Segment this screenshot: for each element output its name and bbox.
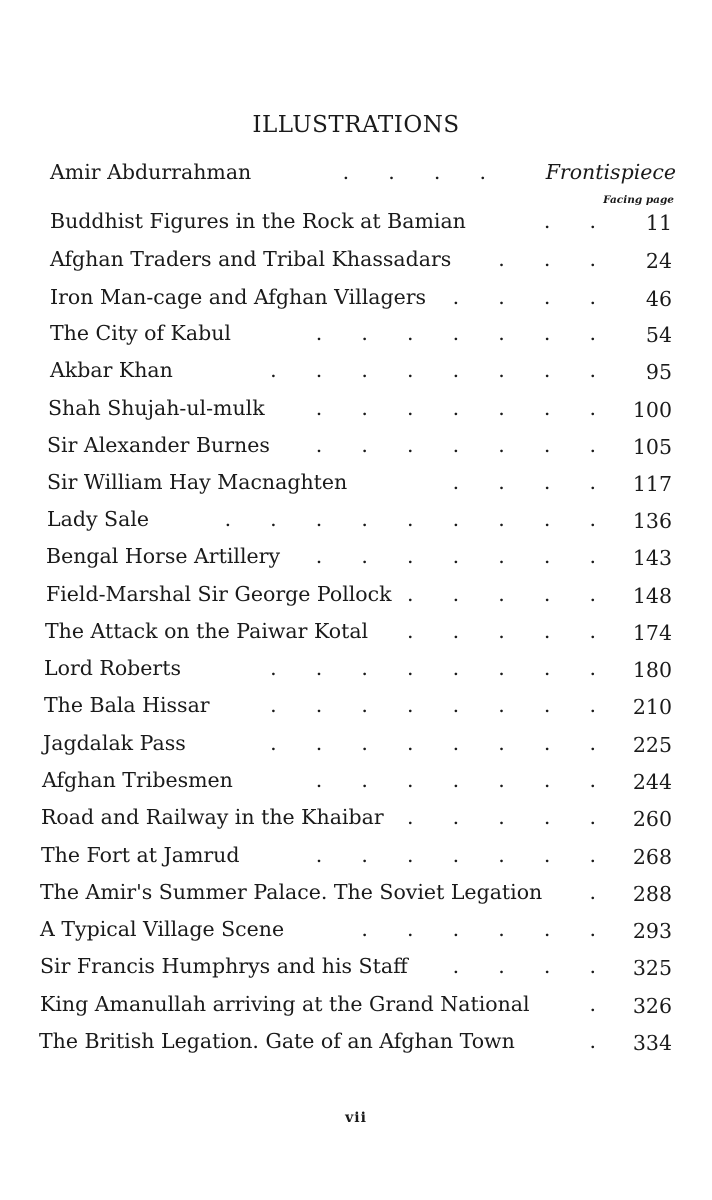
list-item	[50, 316, 676, 350]
page-number: 325	[632, 956, 672, 980]
illustration-title: Akbar Khan	[50, 358, 173, 382]
list-item	[47, 428, 676, 462]
illustration-title: Iron Man-cage and Afghan Villagers	[50, 285, 427, 309]
leader-dots: . .	[543, 209, 596, 233]
page-number: 95	[645, 360, 672, 384]
list-item	[50, 204, 676, 238]
list-item	[50, 242, 676, 276]
leader-dots: . . . . . . .	[315, 396, 596, 420]
leader-dots: . . . . . . . .	[270, 656, 596, 680]
list-item	[39, 1024, 676, 1058]
illustration-title: The British Legation. Gate of an Afghan Town	[39, 1029, 515, 1053]
page-number: 334	[632, 1031, 672, 1055]
leader-dots: . . .	[498, 247, 596, 271]
illustration-title: The Attack on the Paiwar Kotal	[45, 619, 369, 643]
illustration-title: The Amir's Summer Palace. The Soviet Legation	[40, 880, 543, 904]
illustration-title: Bengal Horse Artillery	[46, 544, 281, 568]
page-number: 11	[645, 211, 672, 235]
leader-dots: . . . . . . . .	[270, 693, 596, 717]
illustration-title: Afghan Traders and Tribal Khassadars	[50, 247, 452, 271]
leader-dots: . . . .	[452, 285, 596, 309]
page-number: 288	[632, 882, 672, 906]
illustration-title: Lord Roberts	[44, 656, 181, 680]
page-number: 105	[632, 435, 672, 459]
page-folio: vii	[345, 1110, 367, 1126]
leader-dots: . . . . . .	[361, 917, 596, 941]
illustration-title: Jagdalak Pass	[43, 731, 186, 755]
list-item	[48, 391, 676, 425]
leader-dots: . . . . .	[407, 582, 596, 606]
list-item	[44, 651, 676, 685]
page-number: 260	[632, 807, 672, 831]
page-number: 293	[632, 919, 672, 943]
leader-dots: .	[589, 1029, 596, 1053]
illustration-title: Road and Railway in the Khaibar	[41, 805, 384, 829]
list-item	[40, 949, 676, 983]
leader-dots: . . . .	[452, 954, 596, 978]
list-item	[40, 875, 676, 909]
facing-page-label: Facing page	[603, 194, 674, 206]
leader-dots: .	[589, 992, 596, 1016]
page-number: 136	[632, 509, 672, 533]
page-number: 244	[632, 770, 672, 794]
leader-dots: . . . . . . .	[315, 321, 596, 345]
list-item	[41, 838, 676, 872]
illustration-title: A Typical Village Scene	[40, 917, 285, 941]
leader-dots: . . . . .	[407, 619, 596, 643]
list-item	[47, 465, 676, 499]
illustration-title: The Bala Hissar	[44, 693, 210, 717]
list-item	[47, 502, 676, 536]
list-item	[46, 539, 676, 573]
leader-dots: . . . . . . . . .	[224, 507, 596, 531]
list-item	[44, 688, 676, 722]
list-item	[40, 987, 676, 1021]
leader-dots: . . . . . . .	[315, 843, 596, 867]
page-number: 174	[632, 621, 672, 645]
page-number: 326	[632, 994, 672, 1018]
illustration-title: Buddhist Figures in the Rock at Bamian	[50, 209, 466, 233]
illustration-title: The Fort at Jamrud	[41, 843, 240, 867]
page-number: 54	[645, 323, 672, 347]
illustration-title: Field-Marshal Sir George Pollock	[46, 582, 392, 606]
page-number: 117	[632, 472, 672, 496]
list-item	[50, 280, 676, 314]
leader-dots: . . . . .	[407, 805, 596, 829]
illustration-title: Sir Alexander Burnes	[47, 433, 270, 457]
list-item	[50, 353, 676, 387]
list-item	[41, 800, 676, 834]
list-item	[50, 155, 676, 189]
leader-dots: . . . .	[342, 160, 486, 184]
leader-dots: . . . . . . .	[315, 768, 596, 792]
page-number: 268	[632, 845, 672, 869]
list-item	[42, 763, 676, 797]
leader-dots: . . . . . . .	[315, 544, 596, 568]
illustration-title: Sir Francis Humphrys and his Staff	[40, 954, 408, 978]
leader-dots: . . . .	[452, 470, 596, 494]
page-number: 148	[632, 584, 672, 608]
illustration-title: Sir William Hay Macnaghten	[47, 470, 348, 494]
leader-dots: .	[589, 880, 596, 904]
leader-dots: . . . . . . . .	[270, 358, 596, 382]
leader-dots: . . . . . . .	[315, 433, 596, 457]
page-title: ILLUSTRATIONS	[252, 112, 460, 138]
illustration-title: Shah Shujah-ul-mulk	[48, 396, 265, 420]
list-item	[45, 614, 676, 648]
illustration-title: Lady Sale	[47, 507, 150, 531]
page-number: 180	[632, 658, 672, 682]
illustration-title: King Amanullah arriving at the Grand National	[40, 992, 530, 1016]
page-number: Frontispiece	[545, 160, 676, 184]
list-item	[46, 577, 676, 611]
list-item	[43, 726, 676, 760]
page-number: 24	[645, 249, 672, 273]
illustration-title: Amir Abdurrahman	[50, 160, 252, 184]
page-number: 46	[645, 287, 672, 311]
illustration-title: Afghan Tribesmen	[42, 768, 233, 792]
page-number: 210	[632, 695, 672, 719]
illustration-title: The City of Kabul	[50, 321, 231, 345]
list-item	[40, 912, 676, 946]
leader-dots: . . . . . . . .	[270, 731, 596, 755]
page-number: 225	[632, 733, 672, 757]
page-number: 100	[632, 398, 672, 422]
page-number: 143	[632, 546, 672, 570]
